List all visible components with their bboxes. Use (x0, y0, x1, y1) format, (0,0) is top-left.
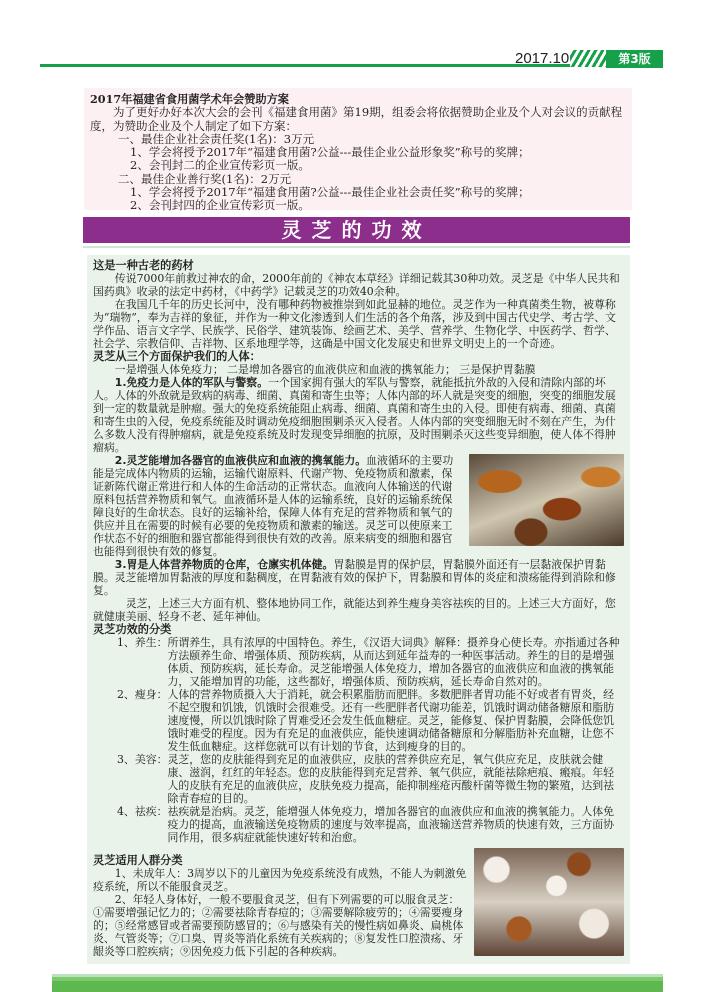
paragraph: 传说7000年前救过神农的命，2000年前的《神农本草经》详细记载其30种功效。灵芝是《中华人民共和国药典》收录的法定中药材，《中药学》记载灵芝的功效40余种。 (93, 272, 620, 298)
header-rule (40, 64, 570, 67)
item-text: 祛疾就是治病。灵芝，能增强人体免疫力，增加各器官的血液供应和血液的携氧能力。人体免疫力的提高，血液输送免疫物质的速度与效率提高，血液输送营养物质的快速有效，三方面协同作用，很多病症就能快速好转和治愈。 (167, 805, 615, 844)
lingzhi-photo (469, 454, 624, 546)
item-key: 1、养生： (117, 636, 168, 649)
article-title: 灵芝的功效 (83, 217, 630, 243)
list-item (93, 753, 624, 805)
list-item (93, 805, 624, 844)
paragraph: 灵芝，上述三大方面有机、整体地协同工作，就能达到养生瘦身美容祛疾的目的。上述三大方面好，您就健康美丽、轻身不老、延年神仙。 (93, 597, 616, 623)
section-heading: 这是一种古老的药材 (93, 259, 194, 272)
list-item (93, 636, 624, 688)
sponsor-item: 1、学会将授予2017年“福建食用菌?公益---最佳企业公益形象奖”称号的奖牌； (130, 145, 530, 160)
issue-date: 2017.10 (515, 50, 570, 67)
list-item (93, 688, 624, 753)
article-body (87, 255, 630, 964)
sponsor-tier: 一、最佳企业社会责任奖(1名)：3万元 (118, 131, 315, 146)
sponsor-title: 2017年福建省食用菌学术年会赞助方案 (90, 92, 289, 106)
section-heading: 灵芝适用人群分类 (93, 854, 183, 867)
paragraph-text: 胃黏膜是胃的保护层，胃黏膜外面还有一层黏液保护胃黏膜。灵芝能增加胃黏液的厚度和黏稠度，在胃黏液有效的保护下，胃黏膜和胃体的炎症和溃疡能得到消除和修复。 (93, 558, 616, 597)
article-flow (52, 255, 663, 992)
sponsor-item: 1、学会将授予2017年“福建食用菌?公益---最佳企业社会责任奖”称号的奖牌； (130, 185, 530, 200)
item-text: 灵芝，您的皮肤能得到充足的血液供应，皮肤的营养供应充足，氧气供应充足，皮肤就会健康、滋润，红红的年轻态。您的皮肤能得到充足营养、氧气供应，就能祛除疤痕、瘢痕。年轻人的皮肤有充足的血液供应，皮肤免疫力提高，能抑制痤疮丙酸杆菌等微生物的繁殖，达到祛除青春痘的目的。 (167, 753, 615, 805)
paragraph-text: 一个国家拥有强大的军队与警察，就能抵抗外敌的入侵和清除内部的坏人。人体的外敌就是致病的病毒、细菌、真菌和寄生虫等；人体内部的坏人就是突变的细胞，突变的细胞发展到一定的数量就是肿瘤。强大的免疫系统能阻止病毒、细菌、真菌和寄生虫的入侵。即使有病毒、细菌、真菌和寄生虫的入侵，免疫系统能及时调动免疫细胞围剿杀灭入侵者。人体内部的突变细胞无时不刻在产生，为什么多数人没有得肿瘤病，就是免疫系统及时发现变异细胞的抗原，及时围剿杀灭这些变异细胞，使人体不得肿瘤病。 (93, 376, 616, 454)
sponsor-item: 2、会刊封四的企业宣传彩页一版。 (130, 198, 310, 213)
paragraph: ①需要增强记忆力的；②需要祛除青春痘的；③需要解除疲劳的；④需要瘦身的；⑤经常感冒或者需要预防感冒的；⑥与感染有关的慢性病如鼻炎、扁桃体炎、气管炎等；⑦口臭、胃炎等消化系统有关疾病的；⑧复发性口腔溃疡、牙龈炎等口腔疾病；⑨因免疫力低下引起的各种疾病。 (93, 906, 464, 958)
sponsor-box (84, 88, 632, 213)
title-underline (83, 246, 630, 248)
paragraph-lead: 3.胃是人体营养物质的仓库，仓廪实机体健。 (114, 558, 334, 571)
paragraph-lead: 1.免疫力是人体的军队与警察。 (114, 376, 269, 389)
sponsor-intro: 为了更好办好本次大会的会刊《福建食用菌》第19期，组委会将依据赞助企业及个人对会议的贡献程度，为赞助企业及个人制定了如下方案： (90, 105, 623, 133)
paragraph: 2、年轻人身体好，一般不要服食灵芝，但有下列需要的可以服食灵芝： (114, 893, 460, 906)
edition-badge: 第3版 (606, 50, 663, 68)
item-text: 人体的营养物质摄入大于消耗，就会积累脂肪而肥胖。多数肥胖者胃功能不好或者有胃炎，经不起空腹和饥饿，饥饿时会很难受。还有一些肥胖者代谢功能差，饥饿时调动储备糖原和脂肪速度慢，所以饥饿时除了胃难受还会发生低血糖症。灵芝，能修复、保护胃黏膜，会降低您饥饿时难受的程度。因为有充足的血液供应，能快速调动储备糖原和分解脂肪补充血糖，让您不发生低血糖症。这样您就可以有计划的节食，达到瘦身的目的。 (167, 688, 615, 753)
paragraph: 1、未成年人：3周岁以下的儿童因为免疫系统没有成熟，不能人为刺激免疫系统，所以不能服食灵芝。 (93, 867, 467, 893)
sponsor-item: 2、会刊封二的企业宣传彩页一版。 (130, 158, 310, 173)
paragraph-text: 血液循环的主要功能是完成体内物质的运输，运输代谢原料、代谢产物、免疫物质和激素，保证新陈代谢正常进行和人体的生命活动的正常状态。血液向人体输送的代谢原料包括营养物质和氧气。血液循环是人体的运输系统，良好的运输系统保障良好的生命状态。良好的运输补给，保障人体有充足的营养物质和氧气的供应并且在需要的时候有必要的免疫物质和激素的输送。灵芝可以使原来工作状态不好的细胞和器官都能得到很快有效的改善。原来病变的细胞和器官也能得到很快有效的修复。 (93, 454, 454, 558)
section-heading: 灵芝功效的分类 (93, 623, 172, 636)
section-heading: 灵芝从三个方面保护我们的人体： (93, 350, 261, 363)
item-key: 4、祛疾： (117, 805, 168, 818)
header-stripes (570, 50, 606, 67)
paragraph (93, 558, 624, 597)
item-key: 3、美容： (117, 753, 168, 766)
paragraph (93, 454, 624, 558)
item-text: 所谓养生，具有浓厚的中国特色。养生，《汉语大词典》解释：摄养身心使长寿。亦指通过各种方法颐养生命、增强体质、预防疾病，从而达到延年益寿的一种医事活动。养生的目的是增强体质、预防疾病，延长寿命。灵芝能增强人体免疫力，增加各器官的血液供应和血液的携氧能力，又能增加胃的功能，这些都好，增强体质、预防疾病，延长寿命自然对的。 (167, 636, 620, 688)
paragraph (93, 376, 624, 454)
lingzhi-cultivation-photo (474, 848, 624, 956)
item-key: 2、瘦身： (117, 688, 168, 701)
paragraph: 在我国几千年的历史长河中，没有哪种药物被推崇到如此显赫的地位。灵芝作为一种真菌类生物，被尊称为“瑞物”，奉为吉祥的象征，并作为一种文化渗透到人们生活的各个角落，涉及到中国古代史学、考古学、文学作品、语言文字学、民族学、民俗学、建筑装饰、绘画艺术、美学、营养学、生物化学、中医药学、哲学、社会学、宗教信仰、吉祥物、区系地理学等，这确是中国文化发展史和世界文明史上的一个奇迹。 (93, 298, 616, 350)
paragraph: 一是增强人体免疫力； 二是增加各器官的血液供应和血液的携氧能力； 三是保护胃黏膜 (114, 363, 536, 376)
footer-bar (52, 974, 663, 992)
paragraph-lead: 2.灵芝能增加各器官的血液供应和血液的携氧能力。 (114, 454, 367, 467)
sponsor-tier: 二、最佳企业善行奖(1名)：2万元 (118, 171, 292, 186)
